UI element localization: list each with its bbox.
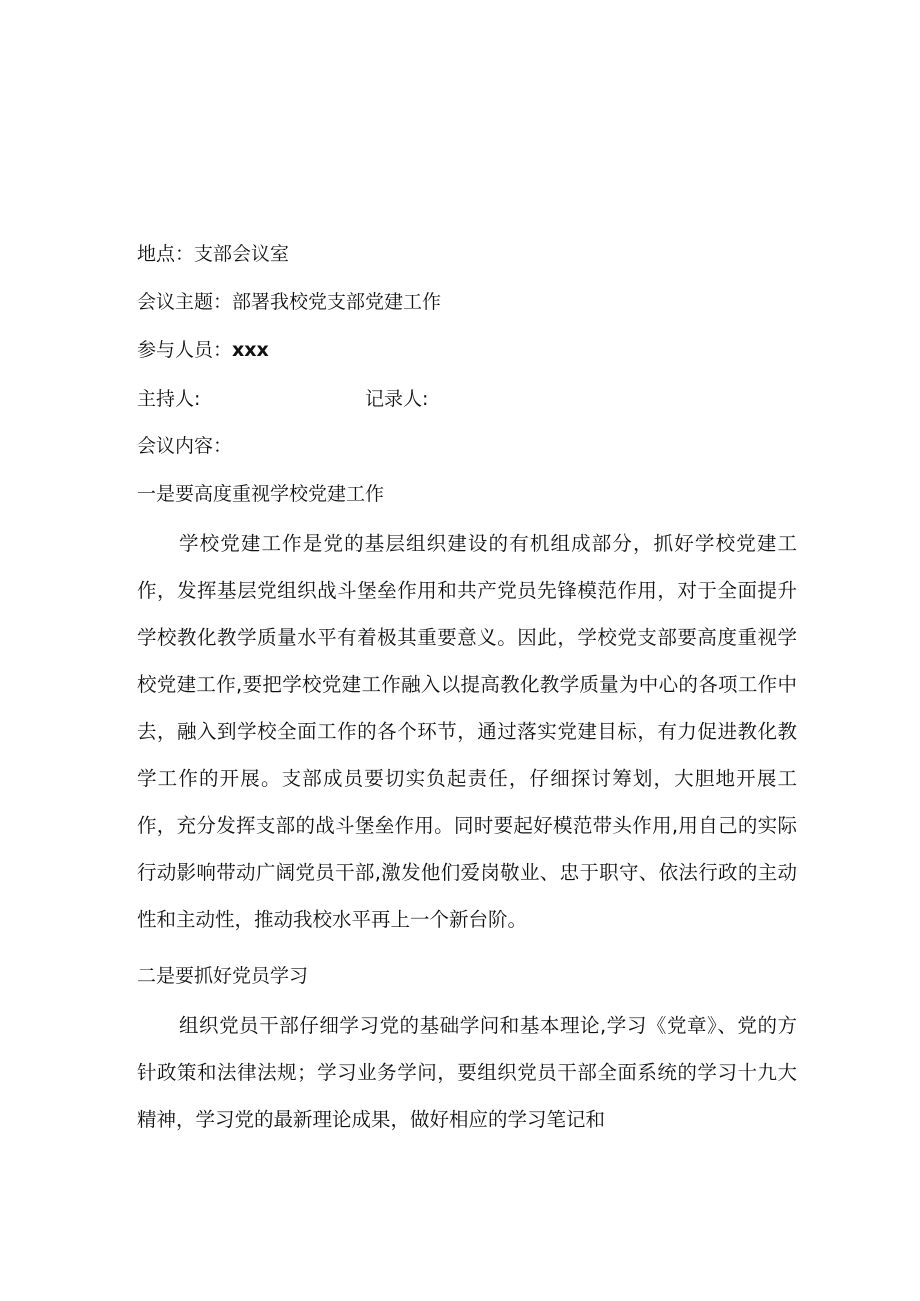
host-recorder-line bbox=[137, 386, 537, 412]
topic-value: 部署我校党支部党建工作 bbox=[232, 291, 442, 313]
section-body-1: 学校党建工作是党的基层组织建设的有机组成部分，抓好学校党建工作，发挥基层党组织战斗堡垒作用和共产党员先锋模范作用，对于全面提升学校教化教学质量水平有着极其重要意义。因此，学校党支部要高度重视学校党建工作,要把学校党建工作融入以提高教化教学质量为中心的各项工作中去，融入到学校全面工作的各个环节，通过落实党建目标，有力促进教化教学工作的开展。支部成员要切实负起责任，仔细探讨筹划，大胆地开展工作，充分发挥支部的战斗堡垒作用。同时要起好模范带头作用,用自己的实际行动影响带动广阔党员干部,激发他们爱岗敬业、忠于职守、依法行政的主动性和主动性，推动我校水平再上一个新台阶。 bbox=[137, 532, 797, 931]
location-value: 支部会议室 bbox=[194, 243, 290, 265]
participants-value: xxx bbox=[232, 339, 269, 361]
location-line bbox=[137, 241, 289, 267]
recorder-label: 记录人: bbox=[365, 388, 429, 410]
location-label: 地点： bbox=[137, 243, 195, 265]
section-heading-2: 二是要抓好党员学习 bbox=[137, 965, 309, 987]
topic-line bbox=[137, 289, 441, 315]
section-body-2: 组织党员干部仔细学习党的基础学问和基本理论,学习《党章》、党的方针政策和法律法规；学习业务学问，要组织党员干部全面系统的学习十九大精神，学习党的最新理论成果，做好相应的学习笔记和 bbox=[137, 1014, 797, 1131]
content-label: 会议内容： bbox=[137, 435, 233, 457]
participants-label: 参与人员： bbox=[137, 339, 233, 361]
host-label: 主持人: bbox=[137, 388, 201, 410]
participants-line bbox=[137, 337, 269, 363]
section-heading-1: 一是要高度重视学校党建工作 bbox=[137, 483, 385, 505]
topic-label: 会议主题： bbox=[137, 291, 233, 313]
